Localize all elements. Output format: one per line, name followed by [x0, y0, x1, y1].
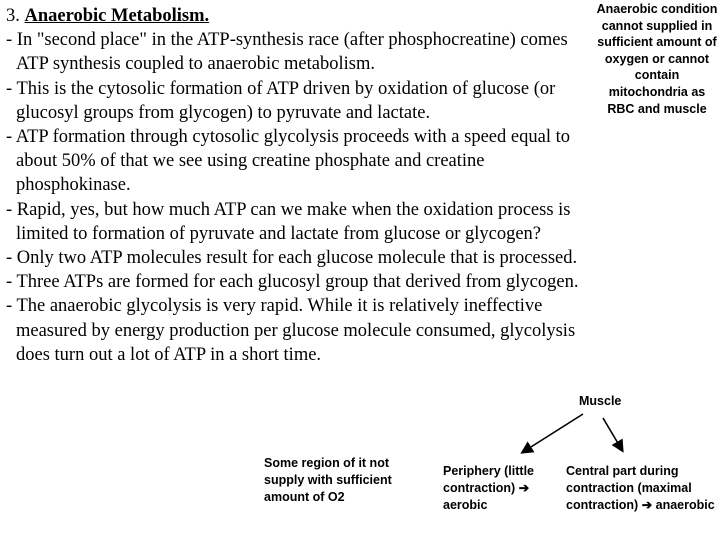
section-title: Anaerobic Metabolism.	[24, 6, 210, 26]
bullet-item: - Rapid, yes, but how much ATP can we make when the oxidation process is limited to formation of pyruvate and lactate from glucose or glycogen?	[6, 199, 571, 244]
diagram-central-label: Central part during contraction (maximal contraction) ➔ anaerobic	[566, 464, 715, 512]
bullet-item: - In "second place" in the ATP-synthesis race (after phosphocreatine) comes ATP synthesis coupled to anaerobic metabolism.	[6, 30, 568, 75]
bullet-item: - ATP formation through cytosolic glycolysis proceeds with a speed equal to about 50% of that we see using creatine phosphate and creatine phosphokinase.	[6, 127, 570, 196]
diagram-region-label: Some region of it not supply with sufficient amount of O2	[264, 456, 392, 504]
diagram-root-muscle: Muscle	[579, 394, 622, 408]
side-note: Anaerobic condition cannot supplied in sufficient amount of oxygen or cannot contain mitochondria as RBC and muscle	[596, 2, 718, 116]
arrow-to-central	[603, 418, 622, 450]
bullet-item: - Only two ATP molecules result for each glucose molecule that is processed.	[6, 248, 578, 269]
section-number: 3.	[6, 6, 20, 26]
arrow-to-periphery	[523, 414, 583, 452]
bullet-item: - The anaerobic glycolysis is very rapid. While it is relatively ineffective measured by energy production per glucose molecule consumed, glycolysis does turn out a lot of ATP in a short time.	[6, 296, 576, 365]
bullet-item: - This is the cytosolic formation of ATP driven by oxidation of glucose (or glucosyl groups from glycogen) to pyruvate and lactate.	[6, 78, 556, 123]
diagram-periphery-label: Periphery (little contraction) ➔ aerobic	[443, 464, 534, 512]
bullet-item: - Three ATPs are formed for each glucosyl group that derived from glycogen.	[6, 272, 579, 293]
